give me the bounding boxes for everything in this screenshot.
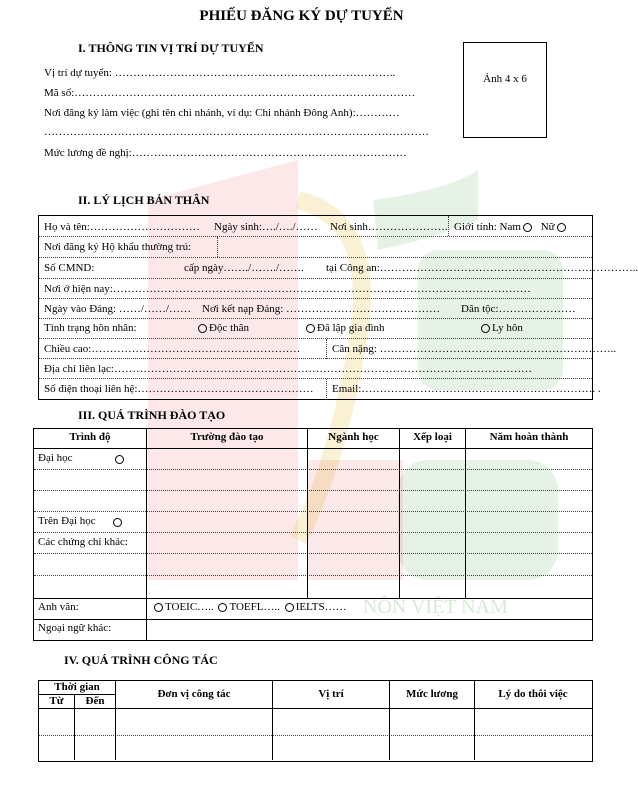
gender-male-radio[interactable] <box>523 223 532 232</box>
edu-header-school: Trường đào tạo <box>190 431 264 443</box>
gender-female-label: Nữ <box>540 221 555 233</box>
postgrad-radio[interactable] <box>113 518 122 527</box>
id-number-field[interactable]: Số CMND: <box>44 262 95 274</box>
ielts-label: IELTS…… <box>295 601 347 613</box>
english-label: Anh văn: <box>38 601 79 613</box>
name-field[interactable]: Họ và tên:………………………… <box>44 221 200 233</box>
section4-heading: IV. QUÁ TRÌNH CÔNG TÁC <box>64 653 218 667</box>
divorced-label: Ly hôn <box>492 322 523 334</box>
english-tests <box>152 601 347 613</box>
code-field[interactable]: Mã số:………………………………………………………………………………… <box>44 87 416 99</box>
photo-label: Ảnh 4 x 6 <box>483 73 527 85</box>
work-header-reason: Lý do thôi việc <box>498 688 568 700</box>
gender-group <box>454 221 568 233</box>
work-header-unit: Đơn vị công tác <box>157 688 231 700</box>
edu-header-level: Trình độ <box>69 431 111 443</box>
ielts-radio[interactable] <box>285 603 294 612</box>
toefl-label: TOEFL….. <box>229 601 280 613</box>
other-language-label: Ngoại ngữ khác: <box>38 622 112 634</box>
marital-divorced[interactable] <box>479 322 523 334</box>
work-header-from: Từ <box>49 695 64 707</box>
residence-field[interactable]: Nơi ở hiện nay:…………………………………………………………………………………………………… <box>44 283 531 295</box>
university-label: Đại học <box>38 452 73 464</box>
toeic-radio[interactable] <box>154 603 163 612</box>
weight-field[interactable]: Cân nặng: ……………………………………………………….. <box>332 343 617 355</box>
toeic-label: TOEIC….. <box>165 601 214 613</box>
dob-field[interactable]: Ngày sinh:…./…./…… <box>214 221 318 233</box>
married-label: Đã lập gia đình <box>317 322 385 334</box>
work-header-salary: Mức lương <box>406 688 458 700</box>
section3-heading: III. QUÁ TRÌNH ĐÀO TẠO <box>78 408 226 422</box>
phone-field[interactable]: Số điện thoại liên hệ:………………………………………… <box>44 383 314 395</box>
party-date-field[interactable]: Ngày vào Đảng: ……/……/…… <box>44 303 191 315</box>
edu-header-grade: Xếp loại <box>413 431 452 443</box>
branch-field-cont[interactable]: …………………………………………………………………………………………… <box>44 126 429 138</box>
marital-label: Tình trạng hôn nhân: <box>44 322 137 334</box>
photo-box <box>463 42 547 138</box>
gender-female-radio[interactable] <box>557 223 566 232</box>
party-place-field[interactable]: Nơi kết nạp Đảng: …………………………………… <box>202 303 441 315</box>
height-field[interactable]: Chiều cao:………………………………………………… <box>44 343 301 355</box>
branch-field[interactable]: Nơi đăng ký làm việc (ghi tên chi nhánh, ví dụ: Chi nhánh Đông Anh):………… <box>44 107 400 119</box>
id-place-field[interactable]: tại Công an:…………………………………………………………….. <box>326 262 638 274</box>
marital-married[interactable] <box>304 322 385 334</box>
watermark-text: NÔN VIỆT NAM <box>363 596 508 618</box>
gender-label: Giới tính: <box>454 221 497 233</box>
single-label: Độc thân <box>209 322 250 334</box>
email-field[interactable]: Email:………………………………………………………. . <box>332 383 601 395</box>
university-radio[interactable] <box>115 455 124 464</box>
page-title: PHIẾU ĐĂNG KÝ DỰ TUYỂN <box>199 8 404 24</box>
position-field[interactable]: Vị trí dự tuyển: ………………………………………………………………….. <box>44 67 396 79</box>
household-field[interactable]: Nơi đăng ký Hộ khẩu thường trú: <box>44 241 192 253</box>
address-field[interactable]: Địa chỉ liên lạc:…………………………………………………………………………………………………… <box>44 363 532 375</box>
section2-heading: II. LÝ LỊCH BẢN THÂN <box>78 193 210 207</box>
toefl-radio[interactable] <box>218 603 227 612</box>
gender-male-label: Nam <box>499 221 521 233</box>
single-radio[interactable] <box>198 324 207 333</box>
married-radio[interactable] <box>306 324 315 333</box>
marital-single[interactable] <box>196 322 249 334</box>
postgrad-label: Trên Đại học <box>38 515 96 527</box>
ethnic-field[interactable]: Dân tộc:………………… <box>461 303 576 315</box>
divorced-radio[interactable] <box>481 324 490 333</box>
work-header-time: Thời gian <box>54 681 100 693</box>
work-header-to: Đến <box>85 695 105 707</box>
section1-heading: I. THÔNG TIN VỊ TRÍ DỰ TUYỂN <box>78 41 264 55</box>
salary-field[interactable]: Mức lương đề nghị:………………………………………………………………… <box>44 147 407 159</box>
certificates-label: Các chứng chỉ khác: <box>38 536 128 548</box>
edu-header-year: Năm hoàn thành <box>489 431 569 443</box>
edu-header-major: Ngành học <box>328 431 379 443</box>
id-date-field[interactable]: cấp ngày……./……./……. <box>184 262 304 274</box>
work-header-position: Vị trí <box>318 688 344 700</box>
pob-field[interactable]: Nơi sinh…………………. <box>330 221 448 233</box>
